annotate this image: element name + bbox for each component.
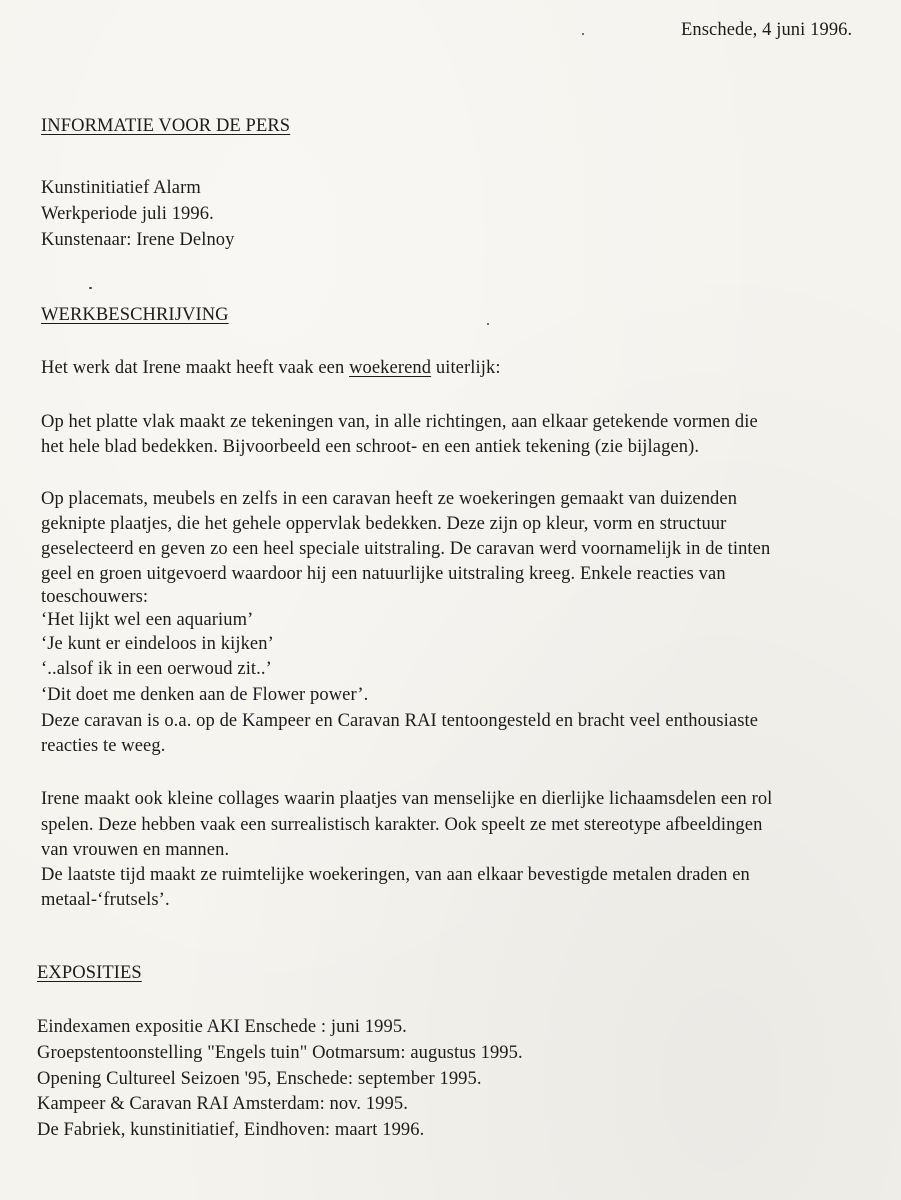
scan-speck <box>487 323 489 325</box>
info-line-period: Werkperiode juli 1996. <box>41 204 214 224</box>
paragraph-line: geel en groen uitgevoerd waardoor hij een natuurlijke uitstraling kreeg. Enkele reacties van <box>41 564 726 584</box>
place-date: Enschede, 4 juni 1996. <box>681 20 853 40</box>
scan-speck <box>582 33 584 35</box>
section-heading-werkbeschrijving: WERKBESCHRIJVING <box>41 305 229 325</box>
intro-text-before: Het werk dat Irene maakt heeft vaak een <box>41 358 350 378</box>
paragraph-line: geselecteerd en geven zo een heel speciale uitstraling. De caravan werd voornamelijk in de tinten <box>41 539 771 559</box>
exhibition-item: Opening Cultureel Seizoen '95, Enschede: september 1995. <box>37 1069 482 1089</box>
quote-line: ‘Het lijkt wel een aquarium’ <box>41 610 254 630</box>
paragraph-line: geknipte plaatjes, die het gehele oppervlak bedekken. Deze zijn op kleur, vorm en structuur <box>41 514 727 534</box>
intro-paragraph <box>41 357 501 379</box>
exhibition-item: Kampeer & Caravan RAI Amsterdam: nov. 1995. <box>37 1094 408 1114</box>
paragraph-line: Irene maakt ook kleine collages waarin plaatjes van menselijke en dierlijke lichaamsdelen een rol <box>41 789 773 809</box>
quote-line: ‘Dit doet me denken aan de Flower power’. <box>41 685 369 705</box>
paragraph-line: Op placemats, meubels en zelfs in een caravan heeft ze woekeringen gemaakt van duizenden <box>41 489 738 509</box>
info-line-organisation: Kunstinitiatief Alarm <box>41 178 201 198</box>
paragraph-line: metaal-‘frutsels’. <box>41 890 170 910</box>
exhibition-item: Eindexamen expositie AKI Enschede : juni 1995. <box>37 1017 407 1037</box>
paragraph-line: Op het platte vlak maakt ze tekeningen van, in alle richtingen, aan elkaar getekende vormen die <box>41 412 758 432</box>
info-line-artist: Kunstenaar: Irene Delnoy <box>41 230 235 250</box>
paragraph-line: van vrouwen en mannen. <box>41 840 230 860</box>
paragraph-line: toeschouwers: <box>41 587 149 607</box>
document-title: INFORMATIE VOOR DE PERS <box>41 116 291 136</box>
quote-line: ‘Je kunt er eindeloos in kijken’ <box>41 634 274 654</box>
intro-underlined-word: woekerend <box>349 358 432 378</box>
quote-line: ‘..alsof ik in een oerwoud zit..’ <box>41 659 272 679</box>
paragraph-line: Deze caravan is o.a. op de Kampeer en Caravan RAI tentoongesteld en bracht veel enthousiaste <box>41 711 759 731</box>
exhibition-item: De Fabriek, kunstinitiatief, Eindhoven: maart 1996. <box>37 1120 425 1140</box>
paragraph-line: De laatste tijd maakt ze ruimtelijke woekeringen, van aan elkaar bevestigde metalen draden en <box>41 865 750 885</box>
paragraph-line: reacties te weeg. <box>41 736 166 756</box>
paragraph-line: spelen. Deze hebben vaak een surrealistisch karakter. Ook speelt ze met stereotype afbeeldingen <box>41 815 763 835</box>
intro-text-after: uiterlijk: <box>431 358 501 378</box>
section-heading-exposities: EXPOSITIES <box>37 963 142 983</box>
exhibition-item: Groepstentoonstelling "Engels tuin" Ootmarsum: augustus 1995. <box>37 1043 523 1063</box>
scan-speck <box>89 287 92 289</box>
paragraph-line: het hele blad bedekken. Bijvoorbeeld een schroot- en een antiek tekening (zie bijlagen). <box>41 437 700 457</box>
